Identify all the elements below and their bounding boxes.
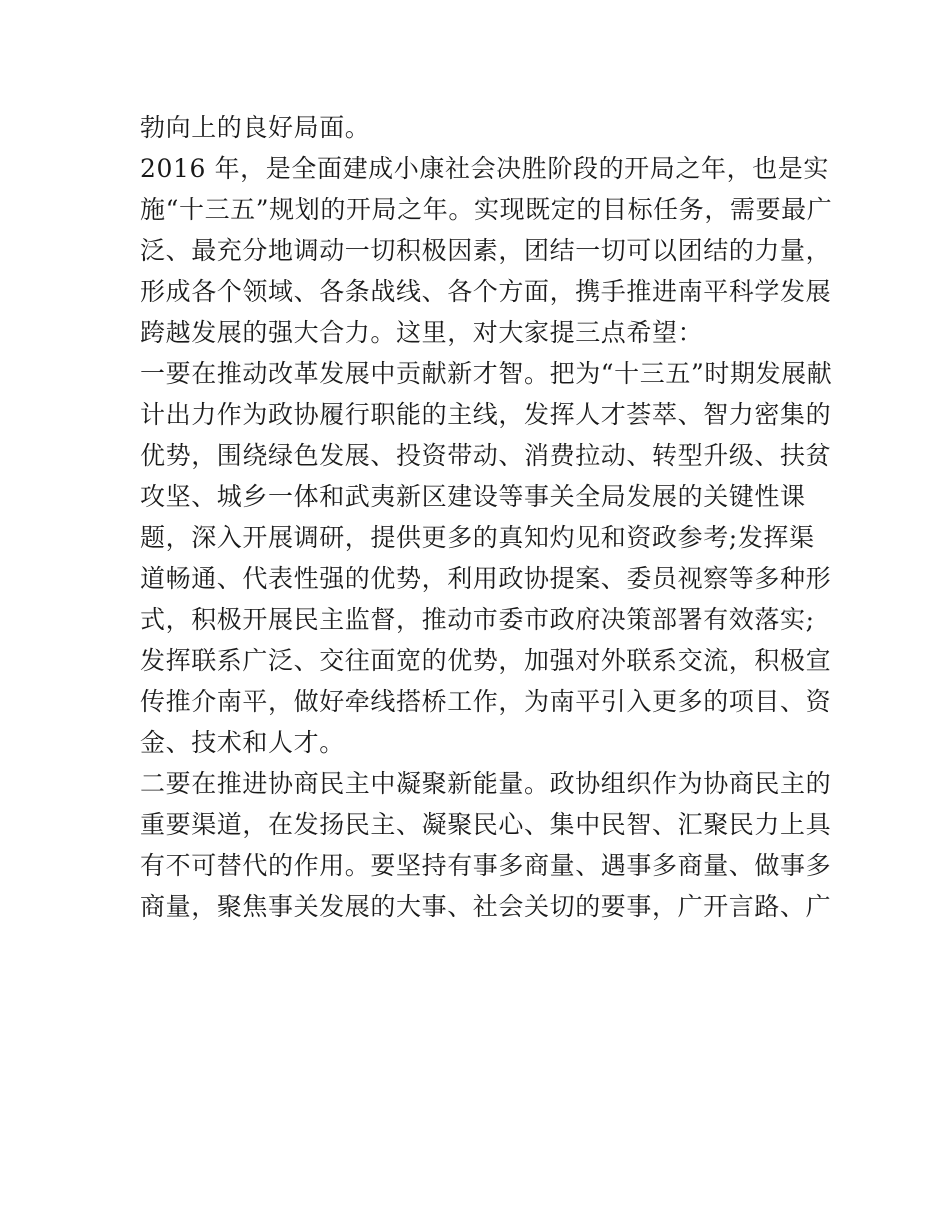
text-line: 2016 年，是全面建成小康社会决胜阶段的开局之年，也是实 bbox=[140, 154, 829, 183]
text-line: 题，深入开展调研，提供更多的真知灼见和资政参考;发挥渠 bbox=[140, 523, 815, 552]
text-line: 计出力作为政协履行职能的主线，发挥人才荟萃、智力密集的 bbox=[140, 400, 832, 429]
text-line: 一要在推动改革发展中贡献新才智。把为“十三五”时期发展献 bbox=[140, 359, 833, 388]
text-line: 攻坚、城乡一体和武夷新区建设等事关全局发展的关键性课 bbox=[140, 482, 806, 511]
text-line: 勃向上的良好局面。 bbox=[140, 113, 371, 142]
text-line: 形成各个领域、各条战线、各个方面，携手推进南平科学发展 bbox=[140, 277, 832, 306]
text-line: 二要在推进协商民主中凝聚新能量。政协组织作为协商民主的 bbox=[140, 769, 832, 798]
text-line: 施“十三五”规划的开局之年。实现既定的目标任务，需要最广 bbox=[140, 195, 833, 224]
text-line: 有不可替代的作用。要坚持有事多商量、遇事多商量、做事多 bbox=[140, 851, 832, 880]
text-line: 传推介南平，做好牵线搭桥工作，为南平引入更多的项目、资 bbox=[140, 687, 832, 716]
text-line: 跨越发展的强大合力。这里，对大家提三点希望： bbox=[140, 318, 704, 347]
text-line: 道畅通、代表性强的优势，利用政协提案、委员视察等多种形 bbox=[140, 564, 832, 593]
text-line: 式，积极开展民主监督，推动市委市政府决策部署有效落实; bbox=[140, 605, 815, 634]
body-text bbox=[140, 107, 833, 927]
text-line: 商量，聚焦事关发展的大事、社会关切的要事，广开言路、广 bbox=[140, 892, 832, 921]
text-line: 发挥联系广泛、交往面宽的优势，加强对外联系交流，积极宣 bbox=[140, 646, 832, 675]
text-line: 优势，围绕绿色发展、投资带动、消费拉动、转型升级、扶贫 bbox=[140, 441, 832, 470]
text-line: 泛、最充分地调动一切积极因素，团结一切可以团结的力量， bbox=[140, 236, 832, 265]
text-line: 金、技术和人才。 bbox=[140, 728, 345, 757]
text-line: 重要渠道，在发扬民主、凝聚民心、集中民智、汇聚民力上具 bbox=[140, 810, 832, 839]
